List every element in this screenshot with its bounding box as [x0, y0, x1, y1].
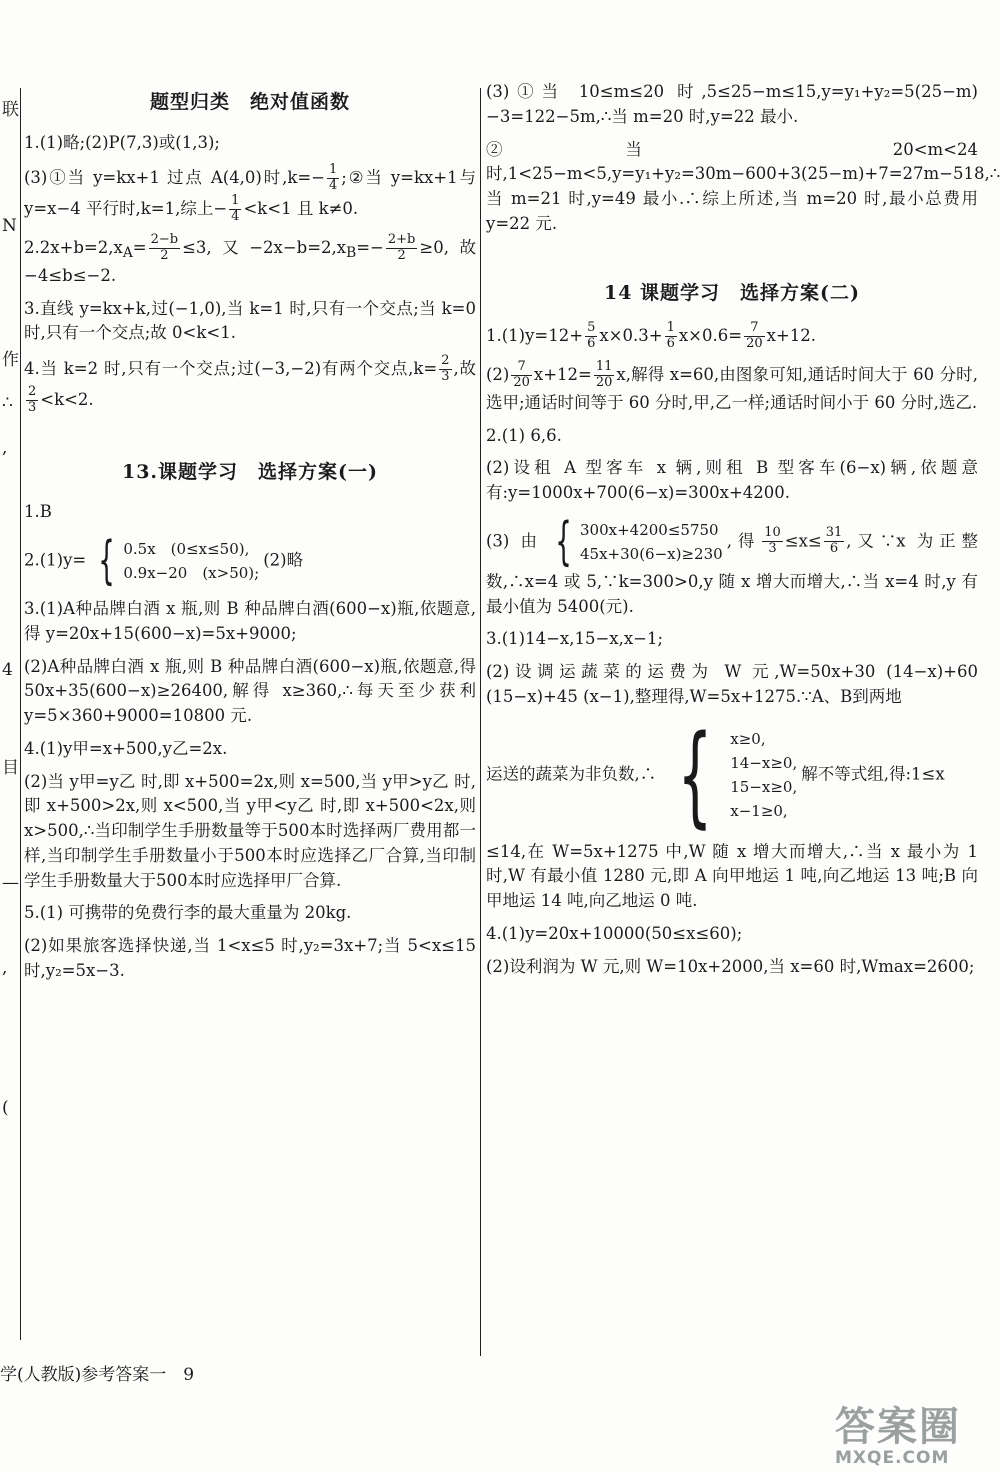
answer-3: 3.直线 y=kx+k,过(−1,0),当 k=1 时,只有一个交点;当 k=0 时,只有一个交点;故 0<k<1. [24, 298, 476, 343]
edge-char: — [2, 873, 19, 893]
answer-13-4-1: 4.(1)y甲=x+500,y乙=2x. [24, 738, 228, 758]
fraction: $\frac{10}{3}$ [764, 525, 781, 557]
section-heading-13: 13.课题学习 选择方案(一) [121, 460, 379, 483]
edge-char: 联 [2, 100, 19, 120]
fraction: $\frac{2}{3}$ [441, 353, 450, 385]
edge-char: , [2, 438, 8, 458]
answer-13-5-2: (2)如果旅客选择快递,当 1<x≤5 时,y₂=3x+7;当 5<x≤15 时,y₂=5x−3. [24, 936, 476, 980]
answer-4: 4.当 k=2 时,只有一个交点;过(−3,−2)有两个交点,k= $\frac{2}{3}$ ,故 $\frac{2}{3}$ <k<2. [24, 353, 476, 415]
answer-13-5-3b: ②当 20<m<24 时,1<25−m<5,y=y₁+y₂=30m−600+3(25−m)+7=27m−518,∴当 m=21 时,y=49 最小.∴综上所述,当 m=20 时,最小总费用 y=22 元. [486, 139, 1000, 233]
answer-14-2-2: (2)设租 A 型客车 x 辆,则租 B 型客车(6−x)辆,依题意有:y=1000x+700(6−x)=300x+4200. [486, 458, 978, 502]
fraction: $\frac{2}{3}$ [28, 384, 37, 415]
answer-13-4-2: (2)当 y甲=y乙 时,即 x+500=2x,则 x=500,当 y甲>y乙 时,即 x+500>2x,则 x<500,当 y甲<y乙 时,即 x+500<2x,则 x>500,∴当印制学生手册数量等于500本时选择两厂费用都一样,当印制学生手册数量小于500本时应选择乙厂合算,当印制学生手册数量大于500本时应选择甲厂合算. [24, 771, 476, 890]
answer-14-3-2: (2)设调运蔬菜的运费为 W 元,W=50x+30 (14−x)+60 (15−x)+45 (x−1),整理得,W=5x+1275.∵A、B到两地 [486, 662, 978, 706]
answer-14-2-1: 2.(1) 6,6. [486, 425, 562, 445]
fraction: $\frac{1}{4}$ [329, 162, 338, 194]
answer-14-1-2: (2) $\frac{7}{20}$ x+12= $\frac{11}{20}$ x,解得 x=60,由图象可知,通话时间大于 60 分时,选甲;通话时间等于 60 分时,甲,乙一样;通话时间小于 60 分时,选乙. [486, 358, 978, 412]
left-rule [20, 88, 21, 1340]
answer-13-3-2: (2)A种品牌白酒 x 瓶,则 B 种品牌白酒(600−x)瓶,依题意,得 50x+35(600−x)≥26400,解得 x≥360,∴每天至少获利 y=5×360+9000=10800 元. [24, 656, 476, 726]
edge-char: ∴ [2, 393, 13, 413]
watermark-logo: 答案圈 MXQE.COM [835, 1404, 961, 1468]
section-heading-abs-function: 题型归类 绝对值函数 [149, 91, 350, 113]
edge-char: 目 [2, 758, 19, 778]
answer-14-4-1: 4.(1)y=20x+10000(50≤x≤60); [486, 923, 743, 943]
answer-1-3: (3)①当 y=kx+1 过点 A(4,0)时,k=− $\frac{1}{4}$ ;②当 y=kx+1与 y=x−4 平行时,k=1,综上− $\frac{1}{4}$ <k<1 且 k≠0. [24, 162, 476, 225]
left-column [24, 80, 476, 992]
edge-char: N [2, 216, 17, 236]
answer-13-3-1: 3.(1)A种品牌白酒 x 瓶,则 B 种品牌白酒(600−x)瓶,依题意,得 y=20x+15(600−x)=5x+9000; [24, 599, 476, 643]
answer-2: $2.2x+b=2,x_A=$ $\frac{2-b}{2}$ ≤3,又$-2x-b=2,x_B=-$ $\frac{2+b}{2}$ ≥0,故−4≤b≤−2. [24, 232, 476, 285]
edge-char: , [2, 958, 8, 978]
fraction: $\frac{2+b}{2}$ [387, 232, 416, 263]
fraction: $\frac{2-b}{2}$ [150, 232, 179, 263]
column-divider [480, 88, 481, 1356]
right-column [486, 80, 1000, 987]
piecewise-system: { 0.5x (0≤x≤50), 0.9x−20 (x>50); [98, 531, 260, 592]
answer-13-2: 2.(1)y= { 0.5x (0≤x≤50), 0.9x−20 (x>50); (2)略 [24, 531, 304, 592]
page-footer: 学(人教版)参考答案一 9 [0, 1365, 195, 1385]
fraction: $\frac{7}{20}$ [513, 358, 530, 390]
answer-14-3-3: 运送的蔬菜为非负数,∴ { x≥0, 14−x≥0, 15−x≥0, x−1≥0, 解不等式组,得:1≤x [486, 710, 945, 839]
edge-char: ( [2, 1098, 9, 1118]
fraction: $\frac{11}{20}$ [595, 358, 613, 390]
edge-char: 作 [2, 350, 19, 370]
fraction: $\frac{31}{6}$ [825, 525, 843, 557]
inequality-system-4: { x≥0, 14−x≥0, 15−x≥0, x−1≥0, [677, 710, 798, 839]
answer-13-5-3a: (3)①当 10≤m≤20 时,5≤25−m≤15,y=y₁+y₂=5(25−m)−3=122−5m,∴当 m=20 时,y=22 最小. [486, 82, 978, 126]
answer-14-2-3: (3) 由 { 300x+4200≤5750 45x+30(6−x)≥230 ,得 $\frac{10}{3}$ ≤x≤ $\frac{31}{6}$ ,又∵x 为正整数,∴x=4 或 5,∵k=300>0,y 随 x 增大而增大,∴当 x=4 时,y 有最小值为 5400(元). [486, 511, 979, 616]
fraction: $\frac{1}{4}$ [231, 193, 240, 225]
answer-1: 1.(1)略;(2)P(7,3)或(1,3); [24, 132, 220, 152]
fraction: $\frac{5}{6}$ [587, 320, 596, 351]
answer-14-4-2: (2)设利润为 W 元,则 W=10x+2000,当 x=60 时,Wmax=2600; [486, 956, 975, 976]
answer-13-1: 1.B [24, 502, 52, 522]
answer-14-1-1: 1.(1)y=12+ $\frac{5}{6}$ x×0.3+ $\frac{1}{6}$ x×0.6= $\frac{7}{20}$ x+12. [486, 320, 816, 351]
edge-char: 4 [2, 660, 13, 680]
answer-14-3-1: 3.(1)14−x,15−x,x−1; [486, 629, 664, 649]
inequality-system: { 300x+4200≤5750 45x+30(6−x)≥230 [555, 511, 723, 572]
answer-14-3-4: ≤14,在 W=5x+1275 中,W 随 x 增大而增大,∴当 x 最小为 1 时,W 有最小值 1280 元,即 A 向甲地运 1 吨,向乙地运 13 吨;B 向甲地运 14 吨,向乙地运 0 吨. [486, 841, 978, 910]
fraction: $\frac{1}{6}$ [666, 320, 675, 351]
fraction: $\frac{7}{20}$ [746, 320, 763, 351]
section-heading-14: 14 课题学习 选择方案(二) [603, 281, 861, 304]
answer-13-5-1: 5.(1) 可携带的免费行李的最大重量为 20kg. [24, 903, 352, 923]
